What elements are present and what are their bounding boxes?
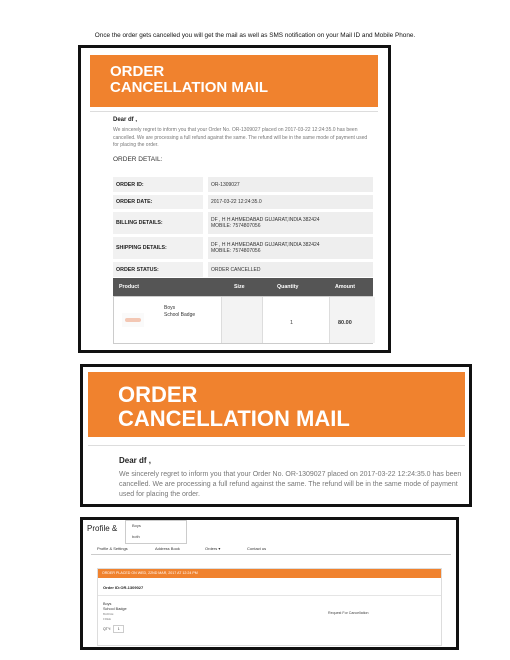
divider — [98, 595, 441, 596]
profile-nav — [91, 544, 451, 555]
product-name: Boys School Badge — [164, 305, 196, 318]
size-cell — [221, 297, 263, 343]
nav-profile-settings[interactable]: Profile & Settings — [97, 546, 128, 551]
header-product: Product — [119, 284, 140, 290]
product-row — [113, 296, 373, 344]
detail-row-billing — [113, 212, 373, 234]
order-panel — [97, 568, 442, 646]
profile-title: Profile & — [87, 524, 118, 533]
greeting: Dear df , — [113, 117, 138, 123]
detail-label: BILLING DETAILS: — [113, 212, 203, 234]
greeting: Dear df , — [119, 456, 152, 465]
detail-value: DF , H H AHMEDABAD GUJARAT,INDIA 382424 MOBILE: 7574807056 — [208, 237, 373, 259]
product-amount: 80.00 — [338, 320, 352, 326]
detail-value: DF , H H AHMEDABAD GUJARAT,INDIA 382424 MOBILE: 7574807056 — [208, 212, 373, 234]
divider — [90, 111, 378, 112]
order-item: Boys School Badge BADGE FREE — [103, 602, 127, 621]
header-amount: Amount — [335, 284, 356, 290]
dropdown-option[interactable]: Boys — [132, 523, 141, 528]
detail-row-order-date — [113, 195, 373, 209]
detail-row-status — [113, 262, 373, 277]
detail-value: ORDER CANCELLED — [208, 262, 373, 277]
banner-title-line1: ORDER — [118, 382, 198, 407]
mail-banner-zoom — [88, 372, 465, 437]
cancellation-message: We sincerely regret to inform you that your Order No. OR-1309027 placed on 2017-03-22 12:24:35.0 has been cancelled. We are processing a full refund against the same. The refund will be in the same mode of payment used for placing the order. — [119, 471, 462, 498]
order-detail-heading: ORDER DETAIL: — [113, 156, 163, 163]
order-status-bar: ORDER PLACED ON WED, 22ND MAR, 2017 AT 12:24 PM — [98, 569, 441, 578]
detail-row-order-id — [113, 177, 373, 192]
mail-banner — [90, 55, 378, 107]
dropdown-option[interactable]: both — [132, 534, 140, 539]
detail-label: ORDER STATUS: — [113, 262, 203, 277]
header-size: Size — [234, 284, 245, 290]
nav-orders[interactable]: Orders ▾ — [205, 546, 221, 551]
divider — [88, 445, 465, 446]
quantity-input[interactable]: 1 — [113, 625, 124, 633]
detail-label: ORDER ID: — [113, 177, 203, 192]
category-dropdown[interactable] — [125, 520, 187, 544]
banner-title-line1: ORDER — [110, 63, 165, 80]
detail-label: ORDER DATE: — [113, 195, 203, 209]
banner-title-line2: CANCELLATION MAIL — [118, 406, 350, 431]
cancellation-message: We sincerely regret to inform you that your Order No. OR-1309027 placed on 2017-03-22 12:24:35.0 has been cancelled. We are processing a full refund against the same. The refund will be in the same mode of payment used for placing the order. — [113, 127, 368, 148]
detail-label: SHIPPING DETAILS: — [113, 237, 203, 259]
profile-orders-screenshot — [80, 517, 459, 650]
banner-title-line2: CANCELLATION MAIL — [110, 79, 269, 96]
detail-value: OR-1309027 — [208, 177, 373, 192]
cancellation-mail-zoom-screenshot — [80, 364, 472, 507]
order-id: Order ID:OR-1309027 — [103, 585, 144, 590]
product-quantity: 1 — [290, 320, 294, 326]
detail-value: 2017-03-22 12:24:35.0 — [208, 195, 373, 209]
cancellation-mail-screenshot — [78, 45, 391, 353]
nav-contact-us[interactable]: Contact us — [247, 546, 267, 551]
amount-cell-bg — [329, 297, 375, 343]
intro-text: Once the order gets cancelled you will get the mail as well as SMS notification on your Mail ID and Mobile Phone. — [94, 32, 416, 39]
request-cancellation-link[interactable]: Request For Cancellation — [328, 611, 369, 615]
quantity-field: QTY: 1 — [103, 625, 124, 633]
detail-row-shipping — [113, 237, 373, 259]
nav-address-book[interactable]: Address Book — [155, 546, 180, 551]
header-quantity: Quantity — [277, 284, 299, 290]
product-thumbnail — [122, 313, 144, 327]
product-table-header — [113, 278, 373, 296]
